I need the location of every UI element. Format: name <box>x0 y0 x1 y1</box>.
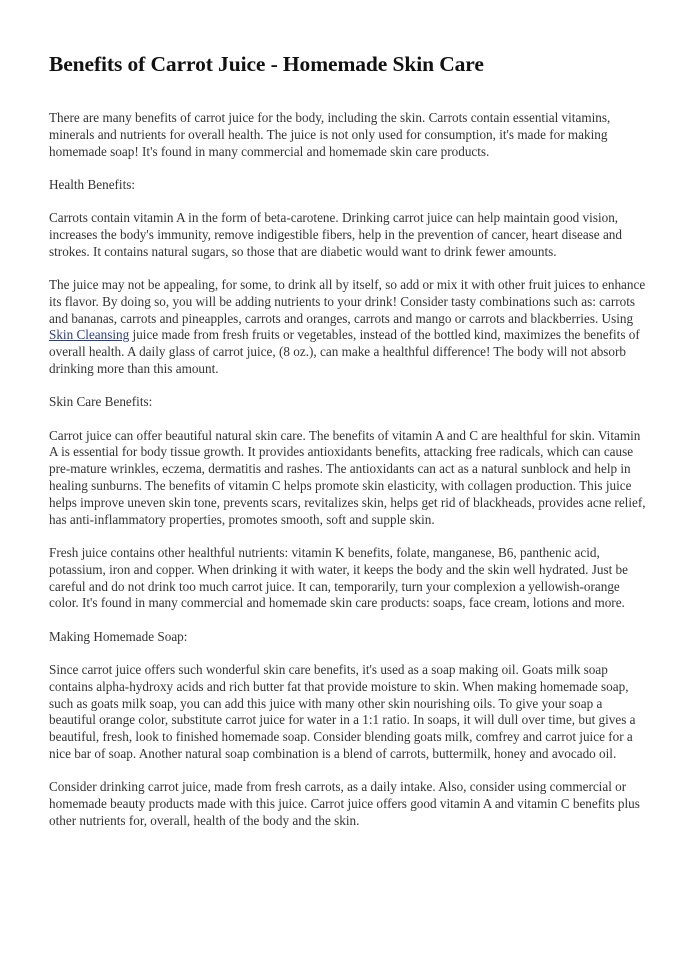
intro-paragraph: There are many benefits of carrot juice for the body, including the skin. Carrots contain essential vitamins, minerals and nutrients for overall health. The juice is not only used for consumption, it's made for making homemade soap! It's found in many commercial and homemade skin care products. <box>49 110 611 159</box>
health-paragraph-2-text-a: The juice may not be appealing, for some, to drink all by itself, so add or mix it with other fruit juices to enhance its flavor. By doing so, you will be adding nutrients to your drink! Consider tasty combinations such as: carrots and bananas, carrots and pineapples, carrots and oranges, carrots and mango or carrots and blackberries. Using <box>49 277 646 326</box>
soap-paragraph-2: Consider drinking carrot juice, made from fresh carrots, as a daily intake. Also, consider using commercial or homemade beauty products made with this juice. Carrot juice offers good vitamin A and vitamin C benefits plus other nutrients for, overall, health of the body and the skin. <box>49 779 640 828</box>
skin-care-paragraph-2: Fresh juice contains other healthful nutrients: vitamin K benefits, folate, manganese, B6, panthenic acid, potassium, iron and copper. When drinking it with water, it keeps the body and the skin well hydrated. Just be careful and do not drink too much carrot juice. It can, temporarily, turn your complexion a yellowish-orange color. It's found in many commercial and homemade skin care products: soaps, face cream, lotions and more. <box>49 544 628 611</box>
page-title: Benefits of Carrot Juice - Homemade Skin Care <box>49 52 484 76</box>
soap-paragraph-1: Since carrot juice offers such wonderful skin care benefits, it's used as a soap making oil. Goats milk soap contains alpha-hydroxy acids and rich butter fat that provide moisture to skin. When making homemade soap, such as goats milk soap, you can add this juice with many other skin nourishing oils. To give your soap a beautiful orange color, substitute carrot juice for water in a 1:1 ratio. In soaps, it will dull over time, but gives a beautiful, fresh, look to finished homemade soap. Consider blending goats milk, comfrey and carrot juice for a nice bar of soap. Another natural soap combination is a blend of carrots, buttermilk, honey and avocado oil. <box>49 661 636 761</box>
article-body <box>49 110 649 846</box>
skin-care-paragraph-1: Carrot juice can offer beautiful natural skin care. The benefits of vitamin A and C are healthful for skin. Vitamin A is essential for body tissue growth. It provides antioxidants benefits, attacking free radicals, which can cause pre-mature wrinkles, eczema, dermatitis and rashes. The antioxidants can act as a natural sunblock and help in healing sunburns. The benefits of vitamin C helps promote skin elasticity, with collagen production. This juice helps improve uneven skin tone, prevents scars, revitalizes skin, helps get rid of blackheads, provides acne relief, has anti-inflammatory properties, promotes smooth, soft and supple skin. <box>49 427 646 527</box>
section-heading-health: Health Benefits: <box>49 176 136 192</box>
skin-cleansing-link[interactable]: Skin Cleansing <box>49 327 130 343</box>
section-heading-soap: Making Homemade Soap: <box>49 628 188 644</box>
health-paragraph-2-text-b: juice made from fresh fruits or vegetables, instead of the bottled kind, maximizes the benefits of overall health. A daily glass of carrot juice, (8 oz.), can make a healthful difference! The body will not absorb drinking more than this amount. <box>49 327 640 377</box>
section-heading-skin-care: Skin Care Benefits: <box>49 394 153 410</box>
health-paragraph-2 <box>49 277 649 378</box>
health-paragraph-1: Carrots contain vitamin A in the form of beta-carotene. Drinking carrot juice can help maintain good vision, increases the body's immunity, remove indigestible fibers, help in the prevention of cancer, heart disease and strokes. It contains natural sugars, so those that are diabetic would want to drink fewer amounts. <box>49 210 622 259</box>
